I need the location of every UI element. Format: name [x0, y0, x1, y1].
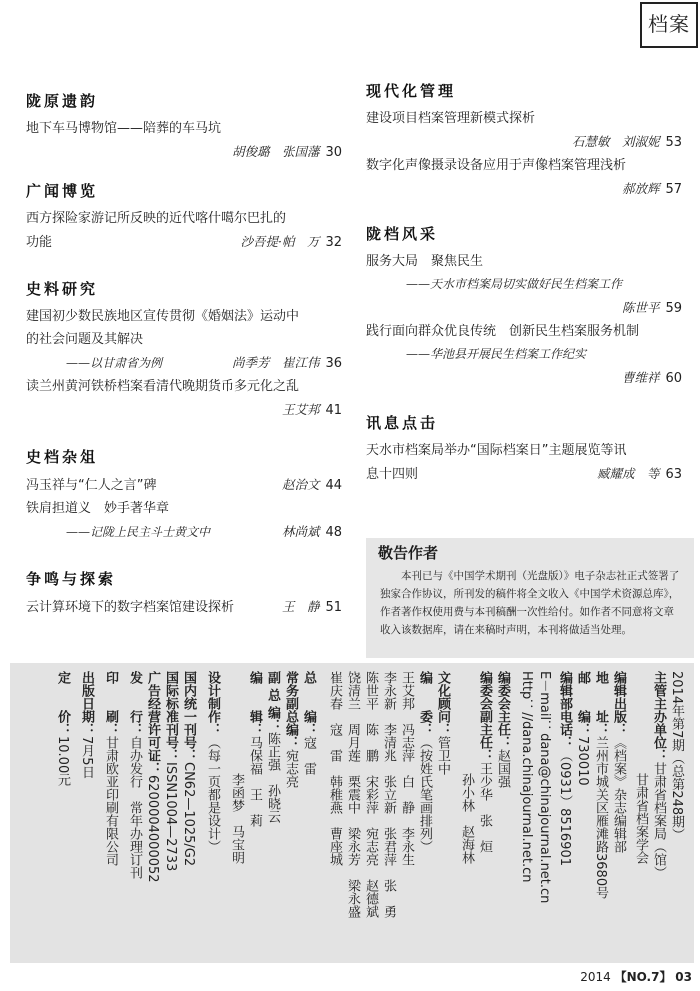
- masthead-website[interactable]: Http：//dana.chinajournal.net.cn: [519, 671, 534, 883]
- masthead-board-members: 王艾邦 冯志萍 白 静 李永生: [399, 671, 414, 866]
- page-footer: [580, 968, 692, 985]
- page-number: 36: [325, 356, 342, 371]
- masthead-board-members: 崔庆春 寇 雷 韩稚燕 曹座城: [327, 671, 342, 866]
- toc-left-column: [26, 90, 342, 635]
- article-author: 沙吾提·帕 万 32: [240, 234, 342, 250]
- masthead-deputy-editor: 副 总 编：陈正强 孙晓云: [265, 671, 280, 824]
- masthead-sponsor-2: 甘肃省档案学会: [633, 773, 648, 864]
- page-number: 41: [325, 403, 342, 418]
- article-author: 郝放辉 57: [621, 181, 682, 197]
- article-subtitle: ——记陇上民主斗士黄文中: [66, 525, 211, 539]
- notice-title: 敬告作者: [378, 544, 439, 562]
- masthead-issn: 国际标准刊号：ISSN1004—2733: [163, 671, 178, 872]
- section-title: 史档杂俎: [26, 448, 99, 466]
- toc-section: [366, 223, 682, 390]
- article-row: [26, 351, 342, 375]
- article-row: [26, 473, 342, 497]
- article-title[interactable]: 建国初少数民族地区宣传贯彻《婚姻法》运动中: [26, 309, 300, 324]
- article-title[interactable]: 西方探险家游记所反映的近代喀什噶尔巴扎的: [26, 211, 287, 226]
- page-number: 44: [325, 478, 342, 493]
- toc-right-column: [366, 80, 682, 502]
- section-title: 史料研究: [26, 280, 99, 298]
- page-number: 30: [325, 145, 342, 160]
- article-title-cont[interactable]: 功能: [26, 235, 53, 250]
- masthead-postcode: 邮 编：730010: [575, 671, 590, 786]
- article-subtitle: ——天水市档案局切实做好民生档案工作: [406, 277, 623, 291]
- masthead-sponsor: 主管主办单位：甘肃省档案局（馆）: [651, 671, 666, 879]
- article-author: 曹维祥 60: [621, 370, 682, 386]
- article-author: 赵治文 44: [281, 477, 342, 493]
- notice-body: 本刊已与《中国学术期刊（光盘版）》电子杂志社正式签署了独家合作协议，所刊发的稿件将全文收入《中国学术资源总库》，作者著作权使用费与本刊稿酬一次性给付。如作者不同意将文章收入该数据库，请在来稿时声明，本刊将做适当处理。: [380, 570, 680, 636]
- page-number: 57: [665, 182, 682, 197]
- article-title[interactable]: 云计算环境下的数字档案馆建设探析: [26, 600, 235, 615]
- section-title: 陇原遗韵: [26, 92, 99, 110]
- article-title-cont[interactable]: 息十四则: [366, 467, 419, 482]
- article-title[interactable]: 数字化声像摄录设备应用于声像档案管理浅析: [366, 158, 627, 173]
- article-title[interactable]: 建设项目档案管理新模式探析: [366, 111, 536, 126]
- section-title: 争鸣与探索: [26, 570, 117, 588]
- page-number: 63: [665, 467, 682, 482]
- article-title[interactable]: 铁肩担道义 妙手著华章: [26, 501, 170, 516]
- article-row: [366, 462, 682, 486]
- section-title: 讯息点击: [366, 414, 439, 432]
- article-title[interactable]: 服务大局 聚焦民生: [366, 254, 484, 269]
- toc-section: [366, 412, 682, 486]
- page-number: 53: [665, 135, 682, 150]
- toc-section: [26, 568, 342, 619]
- masthead-committee-vice-2: 孙小林 赵海林: [459, 773, 474, 864]
- section-title: 陇档风采: [366, 225, 439, 243]
- article-row: [26, 595, 342, 619]
- masthead-chief-editor: 总 编：寇 雷: [301, 671, 316, 775]
- page-number: 48: [325, 525, 342, 540]
- masthead-issue: 2014年第7期（总第248期）: [669, 671, 684, 842]
- section-title: 广闻博览: [26, 182, 99, 200]
- article-author: 石慧敏 刘淑妮 53: [571, 134, 682, 150]
- masthead-design: 设计制作：（每一页都是设计）: [205, 671, 220, 853]
- article-author: 王 静 51: [281, 599, 342, 615]
- footer-page: 03: [675, 970, 692, 984]
- masthead-board-members: 陈世平 陈 鹏 宋彩萍 宛志亮 赵德斌: [363, 671, 378, 918]
- article-title[interactable]: 天水市档案局举办“国际档案日”主题展览等讯: [366, 443, 627, 458]
- article-row: [26, 230, 342, 254]
- toc-section: [366, 80, 682, 201]
- article-author: 胡俊璐 张国藩 30: [231, 144, 342, 160]
- masthead-advisor: 文化顾问：管卫中: [435, 671, 450, 775]
- masthead-editors-2: 李函梦 马宝明: [229, 773, 244, 864]
- masthead-board-members: 饶清兰 周月莲 栗震中 梁永芳 梁永盛: [345, 671, 360, 918]
- masthead-committee-chair: 编委会主任：赵国强: [495, 671, 510, 788]
- masthead-price: 定 价：10.00元: [55, 671, 70, 787]
- masthead-board-members: 李永新 李清兆 张立新 张君萍 张 勇: [381, 671, 396, 918]
- footer-issue: 【NO.7】: [614, 970, 672, 984]
- article-author: 王艾邦 41: [281, 402, 342, 418]
- toc-section: [26, 278, 342, 422]
- article-subtitle: ——华池县开展民生档案工作纪实: [406, 347, 587, 361]
- article-title-cont[interactable]: 的社会问题及其解决: [26, 332, 144, 347]
- article-title[interactable]: 践行面向群众优良传统 创新民生档案服务机制: [366, 324, 640, 339]
- notice-box: [366, 538, 694, 658]
- page-number: 32: [325, 235, 342, 250]
- masthead-ad-license: 广告经营许可证：6200004000052: [145, 671, 160, 883]
- article-author: 尚季芳 崔江伟 36: [231, 355, 342, 371]
- article-author: 臧耀成 等 63: [596, 466, 682, 482]
- page-number: 59: [665, 301, 682, 316]
- toc-section: [26, 446, 342, 544]
- page-number: 51: [325, 600, 342, 615]
- toc-section: [26, 180, 342, 254]
- article-title[interactable]: 冯玉祥与“仁人之言”碑: [26, 478, 157, 493]
- masthead-pub-date: 出版日期：7月5日: [79, 671, 94, 779]
- masthead-exec-deputy: 常务副总编：宛志亮: [283, 671, 298, 788]
- journal-logo: 档案: [640, 2, 698, 48]
- masthead-publisher: 编辑出版：《档案》杂志编辑部: [611, 671, 626, 853]
- masthead-printer: 印 刷：甘肃欧亚印刷有限公司: [103, 671, 118, 866]
- toc-section: [26, 90, 342, 164]
- masthead-editorial-board: 编 委：（按姓氏笔画排列）: [417, 671, 432, 853]
- masthead-phone: 编辑部电话：（0931）8516901: [557, 671, 572, 866]
- article-title[interactable]: 地下车马博物馆——陪葬的车马坑: [26, 121, 222, 136]
- masthead-committee-vice: 编委会副主任：王少华 张 烜: [477, 671, 492, 853]
- masthead-panel: [10, 663, 694, 963]
- masthead-distribution: 发 行：自办发行 常年办理订刊: [127, 671, 142, 879]
- masthead-address: 地 址：兰州市城关区雁滩路3680号: [593, 671, 608, 900]
- article-row: [26, 520, 342, 544]
- masthead-cn-number: 国内统一刊号：CN62—1025/G2: [181, 671, 196, 867]
- article-subtitle: ——以甘肃省为例: [66, 356, 163, 370]
- masthead-email[interactable]: E－mail：dana@chinajournal.net.cn: [537, 671, 552, 904]
- article-author: 林尚斌 48: [281, 524, 342, 540]
- article-author: 陈世平 59: [621, 300, 682, 316]
- footer-year: 2014: [580, 970, 611, 984]
- masthead-editors: 编 辑：马保福 王 莉: [247, 671, 262, 827]
- article-title[interactable]: 读兰州黄河铁桥档案看清代晚期货币多元化之乱: [26, 379, 300, 394]
- page-number: 60: [665, 371, 682, 386]
- section-title: 现代化管理: [366, 82, 457, 100]
